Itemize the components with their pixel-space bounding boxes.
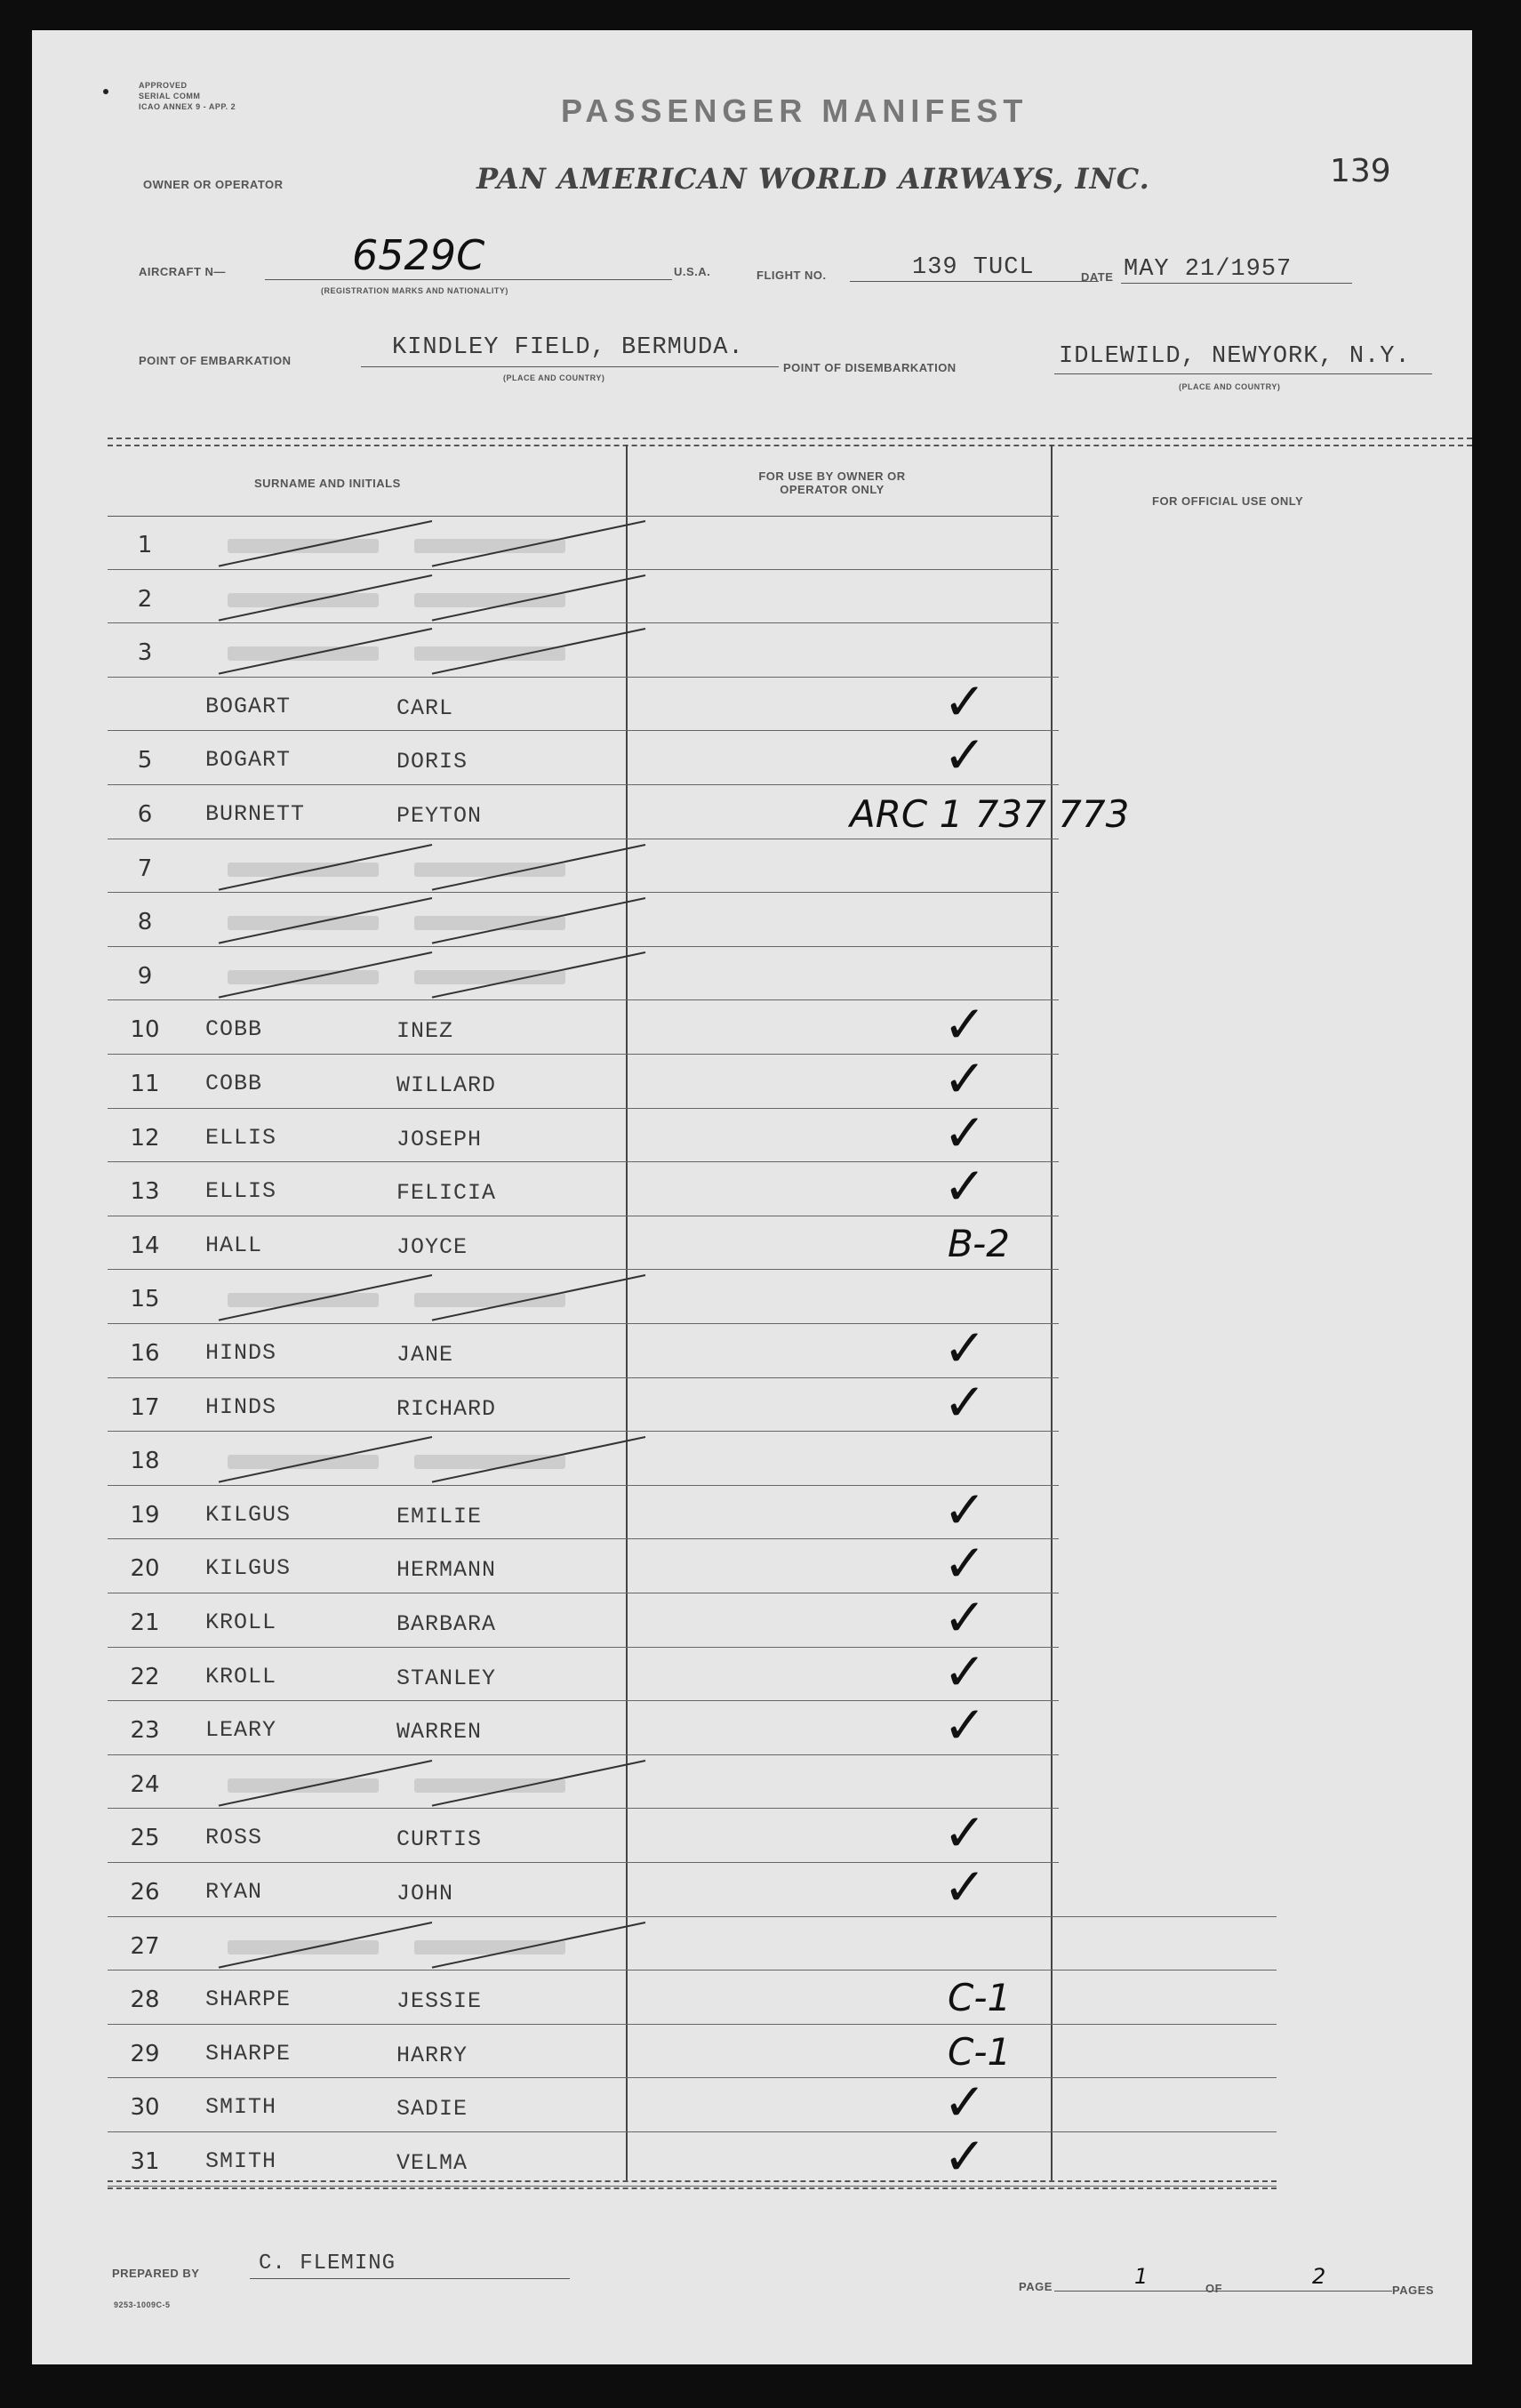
passenger-given-name: STANLEY: [396, 1665, 497, 1691]
checkmark: ✓: [943, 1641, 987, 1702]
table-row: [32, 1802, 1472, 1864]
table-row: [32, 1216, 1472, 1271]
passenger-given-name: HERMANN: [396, 1557, 497, 1584]
passenger-surname: HINDS: [205, 1393, 277, 1420]
table-row: [32, 2025, 1472, 2079]
row-number: 6: [137, 801, 153, 828]
row-number: 10: [130, 1016, 160, 1044]
checkmark: ✓: [943, 1587, 987, 1648]
row-number: 28: [130, 1987, 160, 2014]
page-label: PAGE: [1019, 2280, 1053, 2293]
flight-underline: [850, 281, 1099, 282]
passenger-surname: BOGART: [205, 747, 292, 774]
checkmark: ✓: [943, 1102, 987, 1163]
strike-through: [165, 893, 699, 947]
row-number: 12: [130, 1124, 160, 1152]
passenger-surname: KROLL: [205, 1663, 277, 1690]
passenger-surname: KILGUS: [205, 1501, 292, 1528]
manifest-sheet: [32, 30, 1472, 2364]
passenger-surname: HINDS: [205, 1340, 277, 1366]
passenger-surname: SMITH: [205, 2148, 277, 2174]
handwritten-note: C-1: [948, 2029, 1012, 2074]
disembark-label: POINT OF DISEMBARKATION: [783, 361, 957, 374]
handwritten-note: B-2: [948, 1221, 1010, 1265]
table-row: [32, 785, 1472, 839]
struck-row: [32, 839, 1472, 894]
row-number: 20: [130, 1555, 160, 1583]
checkmark: ✓: [943, 1371, 987, 1433]
date-label: DATE: [1081, 270, 1114, 284]
flight-label: FLIGHT NO.: [756, 269, 827, 282]
row-number: 18: [130, 1448, 160, 1475]
checkmark: ✓: [943, 1802, 987, 1864]
passenger-surname: ROSS: [205, 1825, 263, 1851]
passenger-surname: HALL: [205, 1232, 263, 1258]
disembark-caption: (PLACE AND COUNTRY): [1179, 382, 1281, 391]
passenger-given-name: JOSEPH: [396, 1126, 483, 1152]
row-number: 19: [130, 1501, 160, 1529]
checkmark: ✓: [943, 1857, 987, 1917]
aircraft-caption: (REGISTRATION MARKS AND NATIONALITY): [321, 286, 508, 295]
embark-underline: [361, 366, 779, 367]
passenger-given-name: HARRY: [396, 2042, 468, 2068]
table-row: [32, 2072, 1472, 2133]
passenger-surname: KILGUS: [205, 1555, 292, 1582]
passenger-given-name: SADIE: [396, 2096, 468, 2123]
struck-row: [32, 1755, 1472, 1810]
row-number: 11: [130, 1071, 160, 1097]
flight-value: 139 TUCL: [912, 254, 1035, 281]
passenger-surname: BURNETT: [205, 801, 306, 827]
struck-row: [32, 516, 1472, 570]
table-row: [32, 1102, 1472, 1163]
passenger-surname: SMITH: [205, 2094, 277, 2121]
table-bottom-rule: [108, 2180, 1277, 2182]
row-number: 2: [137, 585, 153, 613]
row-number: 22: [130, 1663, 160, 1690]
aircraft-value: 6529C: [352, 231, 485, 279]
page-underline: [1054, 2291, 1392, 2292]
passenger-given-name: WARREN: [396, 1719, 483, 1746]
strike-through: [165, 516, 699, 570]
passenger-given-name: JESSIE: [396, 1988, 483, 2015]
checkmark: ✓: [943, 1533, 987, 1594]
strike-through: [165, 1917, 699, 1971]
bullet-mark: [103, 89, 108, 94]
checkmark: ✓: [943, 1479, 987, 1540]
table-row: [32, 725, 1472, 786]
table-bottom-rule-2: [108, 2187, 1277, 2189]
form-code: 9253-1009C-5: [114, 2300, 171, 2309]
struck-row: [32, 947, 1472, 1001]
checkmark: ✓: [943, 1318, 987, 1378]
passenger-surname: SHARPE: [205, 2040, 292, 2067]
row-number: 1: [137, 532, 153, 558]
pages-value: 2: [1312, 2264, 1326, 2289]
table-row: [32, 1857, 1472, 1917]
page-number: 139: [1330, 153, 1391, 189]
struck-row: [32, 1432, 1472, 1486]
row-number: 23: [130, 1717, 160, 1745]
row-number: 5: [137, 747, 153, 775]
approval-block: [139, 80, 236, 112]
date-underline: [1121, 283, 1352, 284]
date-value: MAY 21/1957: [1124, 256, 1293, 283]
pages-label: PAGES: [1392, 2284, 1435, 2297]
checkmark: ✓: [943, 725, 987, 786]
row-number: 3: [137, 639, 153, 667]
table-row: [32, 1971, 1472, 2025]
col-header-surname: SURNAME AND INITIALS: [254, 477, 401, 490]
table-row: [32, 670, 1472, 732]
struck-row: [32, 1917, 1472, 1971]
table-top-rule-2: [108, 445, 1472, 446]
passenger-given-name: FELICIA: [396, 1180, 497, 1207]
strike-through: [165, 570, 699, 624]
passenger-surname: ELLIS: [205, 1124, 277, 1151]
embark-label: POINT OF EMBARKATION: [139, 354, 292, 367]
passenger-given-name: BARBARA: [396, 1611, 497, 1637]
checkmark: ✓: [943, 670, 987, 732]
passenger-surname: SHARPE: [205, 1987, 292, 2013]
passenger-given-name: WILLARD: [396, 1072, 497, 1098]
passenger-given-name: INEZ: [396, 1018, 454, 1045]
passenger-given-name: JOYCE: [396, 1233, 468, 1260]
passenger-surname: RYAN: [205, 1879, 263, 1905]
form-title: PASSENGER MANIFEST: [561, 92, 1029, 129]
passenger-given-name: JANE: [396, 1342, 454, 1368]
row-number: 9: [137, 962, 153, 990]
row-number: 7: [137, 855, 153, 882]
table-row: [32, 1371, 1472, 1433]
table-row: [32, 994, 1472, 1056]
table-row: [32, 1048, 1472, 1109]
passenger-given-name: CURTIS: [396, 1826, 483, 1853]
table-row: [32, 1641, 1472, 1702]
page-value: 1: [1134, 2264, 1149, 2289]
strike-through: [165, 947, 699, 1001]
table-top-rule: [108, 437, 1472, 439]
struck-row: [32, 1270, 1472, 1324]
checkmark: ✓: [943, 2072, 987, 2133]
embark-caption: (PLACE AND COUNTRY): [503, 373, 605, 382]
passenger-surname: COBB: [205, 1071, 263, 1096]
aircraft-underline: [265, 279, 672, 280]
table-row: [32, 1479, 1472, 1540]
prepared-underline: [250, 2278, 570, 2279]
strike-through: [165, 1755, 699, 1810]
owner-value: PAN AMERICAN WORLD AIRWAYS, INC.: [476, 162, 1150, 196]
disembark-value: IDLEWILD, NEWYORK, N.Y.: [1059, 343, 1411, 370]
col-header-official: FOR OFFICIAL USE ONLY: [1152, 494, 1304, 508]
handwritten-note: ARC 1 737 773: [850, 792, 1130, 836]
prepared-label: PREPARED BY: [112, 2267, 200, 2280]
checkmark: ✓: [943, 1156, 987, 1217]
table-row: [32, 1533, 1472, 1594]
passenger-surname: BOGART: [205, 693, 292, 719]
struck-row: [32, 623, 1472, 678]
struck-row: [32, 893, 1472, 947]
passenger-given-name: JOHN: [396, 1881, 454, 1906]
row-number: 31: [130, 2148, 160, 2175]
table-row: [32, 1156, 1472, 1217]
row-number: 8: [137, 909, 153, 936]
passenger-surname: KROLL: [205, 1609, 277, 1635]
disembark-underline: [1054, 373, 1432, 374]
table-row: [32, 1318, 1472, 1378]
passenger-surname: LEARY: [205, 1717, 277, 1744]
checkmark: ✓: [943, 2126, 987, 2187]
row-number: 26: [130, 1879, 160, 1906]
owner-label: OWNER OR OPERATOR: [143, 178, 284, 191]
row-number: 27: [130, 1932, 160, 1960]
row-number: 25: [130, 1825, 160, 1852]
table-row: [32, 1587, 1472, 1648]
struck-row: [32, 570, 1472, 624]
row-number: 24: [130, 1770, 160, 1798]
passenger-given-name: EMILIE: [396, 1503, 483, 1529]
prepared-value: C. FLEMING: [259, 2251, 396, 2276]
approval-line: SERIAL COMM: [139, 92, 201, 100]
row-number: 15: [130, 1286, 160, 1313]
passenger-given-name: VELMA: [396, 2150, 468, 2176]
of-label: OF: [1205, 2282, 1223, 2295]
checkmark: ✓: [943, 1048, 987, 1109]
checkmark: ✓: [943, 994, 987, 1056]
strike-through: [165, 1270, 699, 1324]
approval-line: ICAO ANNEX 9 - APP. 2: [139, 102, 236, 111]
row-rule: [108, 2186, 1277, 2187]
col-header-owner-use: FOR USE BY OWNER OR OPERATOR ONLY: [758, 470, 906, 496]
passenger-given-name: RICHARD: [396, 1395, 497, 1422]
row-number: 30: [130, 2094, 160, 2122]
strike-through: [165, 839, 699, 894]
approval-line: APPROVED: [139, 81, 188, 90]
table-row: [32, 2126, 1472, 2187]
passenger-given-name: CARL: [396, 694, 454, 721]
embark-value: KINDLEY FIELD, BERMUDA.: [392, 334, 744, 361]
row-number: 29: [130, 2040, 160, 2067]
row-number: 13: [130, 1178, 160, 1206]
handwritten-note: C-1: [948, 1976, 1012, 2020]
usa-label: U.S.A.: [674, 265, 711, 278]
row-number: 16: [130, 1340, 160, 1367]
row-number: 17: [130, 1393, 160, 1421]
aircraft-label: AIRCRAFT N—: [139, 265, 226, 278]
row-number: 14: [130, 1232, 160, 1259]
passenger-surname: COBB: [205, 1016, 263, 1043]
passenger-given-name: PEYTON: [396, 803, 483, 829]
strike-through: [165, 1432, 699, 1486]
row-number: 21: [130, 1609, 160, 1636]
checkmark: ✓: [943, 1695, 987, 1756]
passenger-surname: ELLIS: [205, 1178, 277, 1205]
table-row: [32, 1695, 1472, 1756]
strike-through: [165, 623, 699, 678]
passenger-given-name: DORIS: [396, 749, 468, 775]
